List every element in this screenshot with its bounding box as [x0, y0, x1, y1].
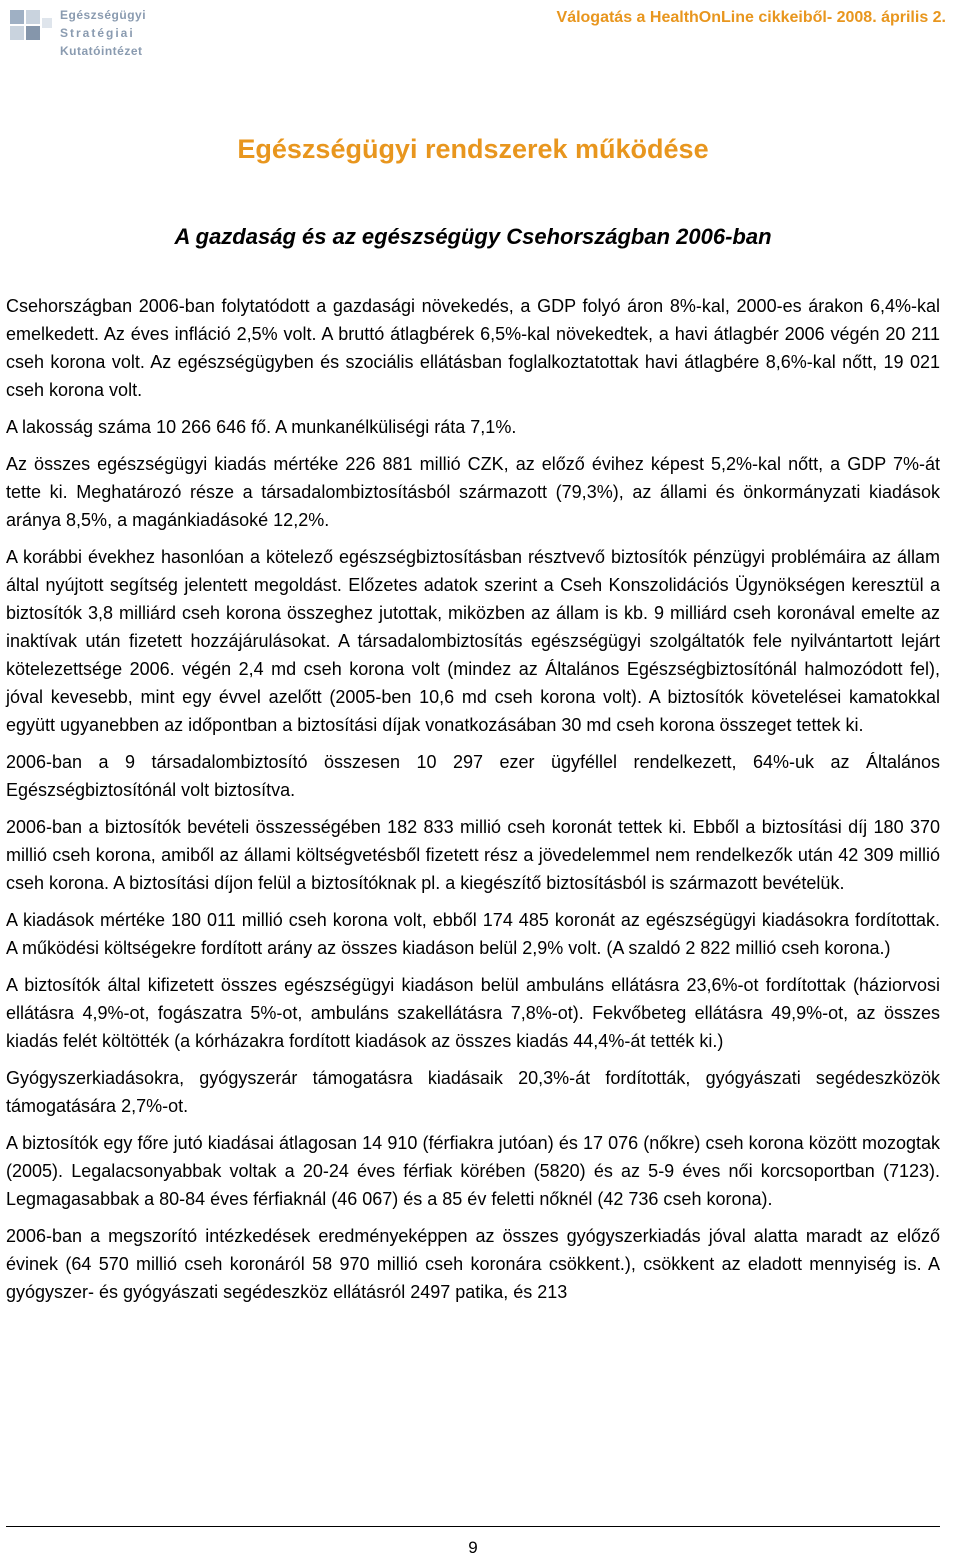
paragraph: A kiadások mértéke 180 011 millió cseh korona volt, ebből 174 485 koronát az egészségügyi kiadásokra fordítottak. A működési költségekre fordított arány az összes kiadáson belül 2,9% volt. (A szaldó 2 822 millió cseh korona.): [6, 910, 940, 958]
logo-text-line-3: Kutatóintézet: [60, 44, 143, 58]
paragraph: A biztosítók egy főre jutó kiadásai átlagosan 14 910 (férfiakra jutóan) és 17 076 (nőkre) cseh korona között mozogtak (2005). Legalacsonyabbak voltak a 20-24 éves férfiak körében (5820) és az 5-9 éves női korcsoportban (7123). Legmagasabbak a 80-84 éves férfiaknál (46 067) és a 85 év feletti nőknél (42 736 cseh korona).: [6, 1133, 940, 1209]
paragraph: A korábbi évekhez hasonlóan a kötelező egészségbiztosításban résztvevő biztosítók pénzügyi problémáira az állam által nyújtott segítség jelentett megoldást. Előzetes adatok szerint a Cseh Konszolidációs Ügynökségen keresztül a biztosítók 3,8 milliárd cseh korona összeghez jutottak, miközben az állam is kb. 9 milliárd cseh koronával emelte az inaktívak után fizetett hozzájárulásokat. A társadalombiztosítás egészségügyi szolgáltatók fele nyilvántartott lejárt kötelezettsége 2006. végén 2,4 md cseh korona volt (mindez az Általános Egészségbiztosítónál halmozódott fel), jóval kevesebb, mint egy évvel azelőtt (2005-ben 10,6 md cseh korona volt). A biztosítók követelései kamatokkal együtt ugyanebben az időpontban a biztosítási díjak vonatkozásában 30 md cseh korona összeget tettek ki.: [6, 547, 940, 735]
paragraph: 2006-ban a 9 társadalombiztosító összesen 10 297 ezer ügyféllel rendelkezett, 64%-uk az Általános Egészségbiztosítónál volt biztosítva.: [6, 752, 940, 800]
paragraph: Csehországban 2006-ban folytatódott a gazdasági növekedés, a GDP folyó áron 8%-kal, 2000-es árakon 6,4%-kal emelkedett. Az éves infláció 2,5% volt. A bruttó átlagbérek 6,5%-kal növekedtek, a havi átlagbér 2006 végén 20 211 cseh korona volt. Az egészségügyben és szociális ellátásban foglalkoztatottak havi átlagbére 8,6%-kal nőtt, 19 021 cseh korona volt.: [6, 296, 940, 400]
document-title: Egészségügyi rendszerek működése: [237, 134, 709, 164]
logo-mark-icon: [8, 6, 56, 50]
institute-logo: [8, 6, 168, 60]
document-subtitle: A gazdaság és az egészségügy Csehországban 2006-ban: [174, 224, 772, 249]
paragraph: A biztosítók által kifizetett összes egészségügyi kiadáson belül ambuláns ellátásra 23,6%-ot fordítottak (háziorvosi ellátásra 4,9%-ot, fogászatra 5%-ot, ambuláns szakellátásra 7,8%-ot). Fekvőbeteg ellátásra 49,9%-ot, az összes kiadás felét költötték (a kórházakra fordított kiadások az összes kiadás 44,4%-át tették ki.): [6, 975, 940, 1051]
logo-text-line-1: Egészségügyi: [60, 8, 147, 22]
paragraph: A lakosság száma 10 266 646 fő. A munkanélküliségi ráta 7,1%.: [6, 417, 517, 437]
paragraph: Az összes egészségügyi kiadás mértéke 226 881 millió CZK, az előző évihez képest 5,2%-kal nőtt, a GDP 7%-át tette ki. Meghatározó része a társadalombiztosításból származott (79,3%), az állami és önkormányzati kiadások aránya 8,5%, a magánkiadásoké 12,2%.: [6, 454, 940, 530]
paragraph: 2006-ban a biztosítók bevételi összességében 182 833 millió cseh koronát tettek ki. Ebből a biztosítási díj 180 370 millió cseh korona, amiből az állami költségvetésből fizetett rész a jövedelemmel nem rendelkezők után 42 309 millió cseh korona. A biztosítási díjon felül a biztosítóknak pl. a kiegészítő biztosításból is származott bevételük.: [6, 817, 940, 893]
header-title: Válogatás a HealthOnLine cikkeiből- 2008. április 2.: [556, 9, 946, 26]
page-number: 9: [468, 1538, 478, 1557]
paragraph: 2006-ban a megszorító intézkedések eredményeképpen az összes gyógyszerkiadás jóval alatta maradt az előző évinek (64 570 millió cseh koronáról 58 970 millió cseh koronára csökkent.), csökkent az eladott mennyiség is. A gyógyszer- és gyógyászati segédeszköz ellátásról 2497 patika, és 213: [6, 1226, 940, 1302]
logo-text-line-2: Stratégiai: [60, 26, 135, 40]
article-body: [6, 292, 940, 1315]
page-header: [0, 0, 960, 62]
footer-divider: [6, 1526, 940, 1527]
paragraph: Gyógyszerkiadásokra, gyógyszerár támogatásra kiadásaik 20,3%-át fordították, gyógyászati segédeszközök támogatására 2,7%-ot.: [6, 1068, 940, 1116]
